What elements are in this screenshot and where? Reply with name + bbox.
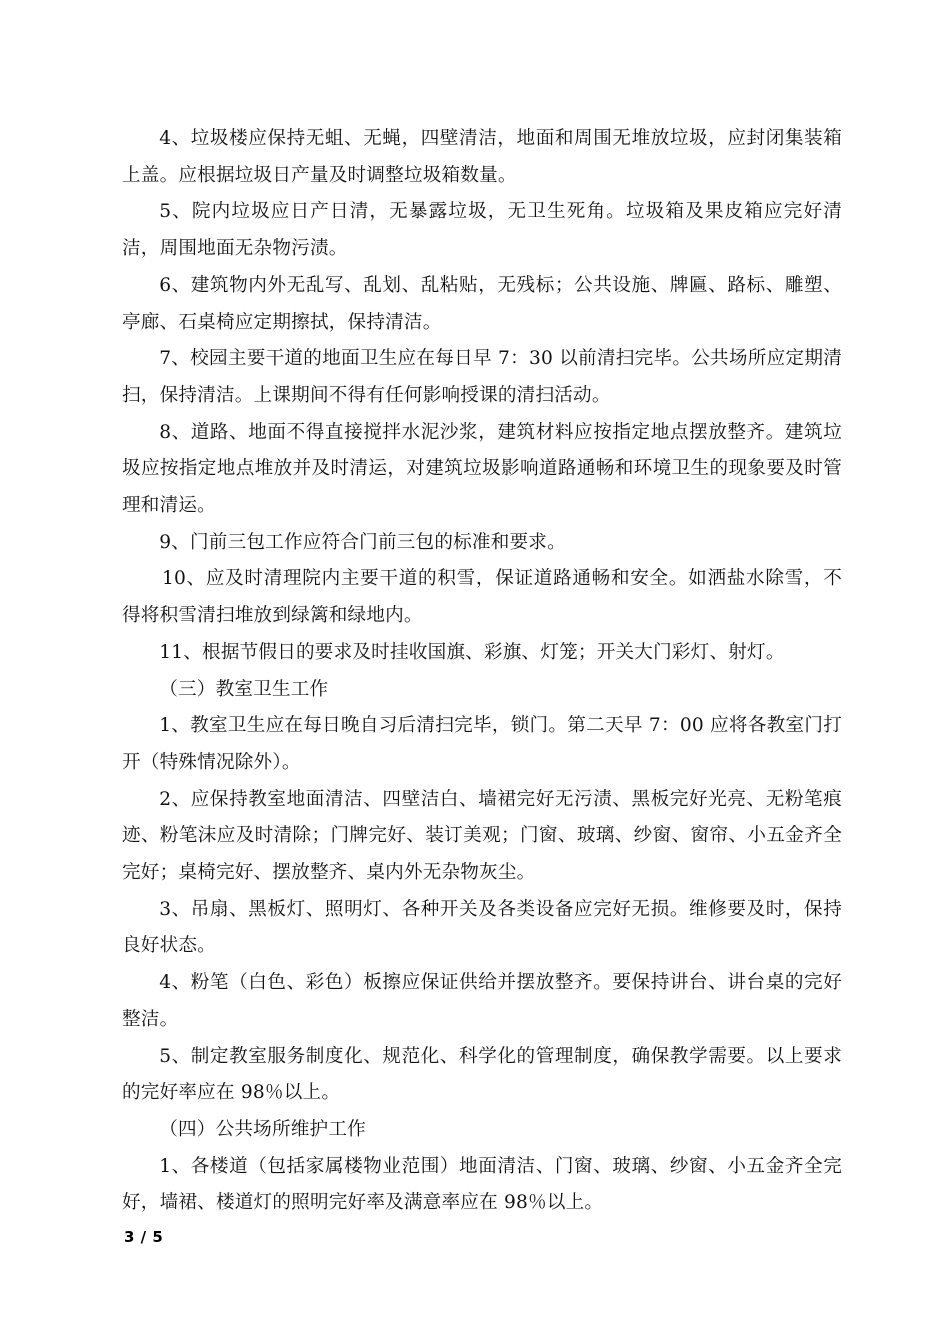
- paragraph-item-9: 9、门前三包工作应符合门前三包的标准和要求。: [159, 531, 566, 553]
- section-heading-classroom: （三）教室卫生工作: [159, 678, 329, 700]
- classroom-item-3: 3、吊扇、黑板灯、照明灯、各种开关及各类设备应完好无损。维修要及时，保持良好状态。: [122, 898, 842, 957]
- paragraph-item-10: 10、应及时清理院内主要干道的积雪，保证道路通畅和安全。如洒盐水除雪，不得将积雪清扫堆放到绿篱和绿地内。: [122, 568, 842, 627]
- classroom-item-4: 4、粉笔（白色、彩色）板擦应保证供给并摆放整齐。要保持讲台、讲台桌的完好整洁。: [122, 972, 842, 1030]
- paragraph-item-4: 4、垃圾楼应保持无蛆、无蝇，四壁清洁，地面和周围无堆放垃圾，应封闭集装箱上盖。应根据垃圾日产量及时调整垃圾箱数量。: [122, 128, 842, 186]
- document-body: [122, 121, 842, 1222]
- classroom-item-1: 1、教室卫生应在每日晚自习后清扫完毕，锁门。第二天早 7：00 应将各教室门打开（特殊情况除外）。: [122, 715, 842, 773]
- paragraph-item-8: 8、道路、地面不得直接搅拌水泥沙浆，建筑材料应按指定地点摆放整齐。建筑垃圾应按指定地点堆放并及时清运，对建筑垃圾影响道路通畅和环境卫生的现象要及时管理和清运。: [122, 421, 842, 517]
- paragraph-item-5: 5、院内垃圾应日产日清，无暴露垃圾，无卫生死角。垃圾箱及果皮箱应完好清洁，周围地面无杂物污渍。: [122, 201, 842, 260]
- paragraph-item-11: 11、根据节假日的要求及时挂收国旗、彩旗、灯笼；开关大门彩灯、射灯。: [159, 641, 785, 663]
- classroom-item-2: 2、应保持教室地面清洁、四壁洁白、墙裙完好无污渍、黑板完好光亮、无粉笔痕迹、粉笔沫应及时清除；门牌完好、装订美观；门窗、玻璃、纱窗、窗帘、小五金齐全完好；桌椅完好、摆放整齐、桌内外无杂物灰尘。: [122, 788, 842, 884]
- section-heading-public-areas: （四）公共场所维护工作: [159, 1118, 366, 1140]
- paragraph-item-6: 6、建筑物内外无乱写、乱划、乱粘贴，无残标；公共设施、牌匾、路标、雕塑、亭廊、石桌椅应定期擦拭，保持清洁。: [122, 274, 842, 333]
- public-area-item-1: 1、各楼道（包括家属楼物业范围）地面清洁、门窗、玻璃、纱窗、小五金齐全完好，墙裙、楼道灯的照明完好率及满意率应在 98％以上。: [122, 1155, 842, 1214]
- paragraph-item-7: 7、校园主要干道的地面卫生应在每日早 7：30 以前清扫完毕。公共场所应定期清扫，保持清洁。上课期间不得有任何影响授课的清扫活动。: [122, 348, 842, 406]
- classroom-item-5: 5、制定教室服务制度化、规范化、科学化的管理制度，确保教学需要。以上要求的完好率应在 98％以上。: [122, 1045, 842, 1104]
- page-number: 3 / 5: [124, 1228, 164, 1246]
